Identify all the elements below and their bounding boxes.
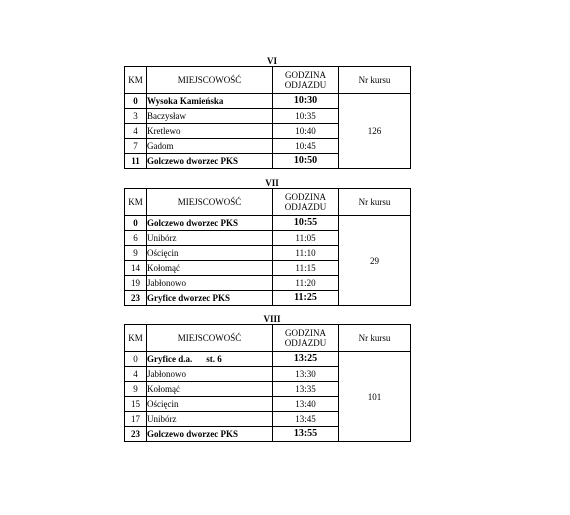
row-place: [147, 352, 273, 367]
header-course-number: Nr kursu: [339, 189, 411, 216]
row-place-name: Gryfice d.a.: [147, 354, 193, 364]
row-place: Unibórz: [147, 231, 273, 246]
row-place: Ościęcin: [147, 246, 273, 261]
row-time: 10:55: [273, 216, 339, 231]
row-time: 10:35: [273, 109, 339, 124]
timetable-section-vii: [124, 178, 410, 306]
row-place: Kołomąć: [147, 382, 273, 397]
row-place: Kretlewo: [147, 124, 273, 139]
row-time: 11:15: [273, 261, 339, 276]
row-time: 13:40: [273, 397, 339, 412]
row-km: 17: [125, 412, 147, 427]
row-time: 13:35: [273, 382, 339, 397]
header-time-line2: ODJAZDU: [284, 202, 327, 212]
row-km: 7: [125, 139, 147, 154]
timetable: [124, 324, 411, 442]
row-time: 13:25: [273, 352, 339, 367]
row-km: 9: [125, 382, 147, 397]
row-km: 11: [125, 154, 147, 169]
row-time: 11:10: [273, 246, 339, 261]
timetable: [124, 66, 411, 169]
row-place: Baczysław: [147, 109, 273, 124]
row-time: 10:45: [273, 139, 339, 154]
table-header-row: [125, 189, 411, 216]
section-title: VIII: [263, 314, 281, 324]
row-time: 11:25: [273, 291, 339, 306]
row-km: 23: [125, 427, 147, 442]
row-time: 13:45: [273, 412, 339, 427]
header-course-number: Nr kursu: [339, 325, 411, 352]
row-place: Ościęcin: [147, 397, 273, 412]
course-number: 29: [339, 216, 411, 306]
header-time-line1: GODZINA: [285, 192, 326, 202]
row-km: 19: [125, 276, 147, 291]
row-place: Jabłonowo: [147, 367, 273, 382]
section-title: VI: [266, 56, 277, 66]
row-place: Gadom: [147, 139, 273, 154]
row-place: Golczewo dworzec PKS: [147, 216, 273, 231]
row-km: 3: [125, 109, 147, 124]
header-course-number: Nr kursu: [339, 67, 411, 94]
timetable: [124, 188, 411, 306]
timetable-section-vi: [124, 56, 410, 169]
table-row: [125, 94, 411, 109]
header-place: MIEJSCOWOŚĆ: [147, 189, 273, 216]
row-place: Golczewo dworzec PKS: [147, 154, 273, 169]
table-row: [125, 352, 411, 367]
header-place: MIEJSCOWOŚĆ: [147, 325, 273, 352]
row-time: 13:55: [273, 427, 339, 442]
header-place: MIEJSCOWOŚĆ: [147, 67, 273, 94]
header-departure-time: [273, 189, 339, 216]
header-time-line2: ODJAZDU: [284, 80, 327, 90]
table-header-row: [125, 325, 411, 352]
header-km: KM: [125, 325, 147, 352]
row-km: 23: [125, 291, 147, 306]
row-km: 0: [125, 216, 147, 231]
row-km: 0: [125, 94, 147, 109]
row-place: Unibórz: [147, 412, 273, 427]
row-time: 13:30: [273, 367, 339, 382]
row-km: 6: [125, 231, 147, 246]
row-time: 10:40: [273, 124, 339, 139]
row-time: 10:30: [273, 94, 339, 109]
row-time: 11:20: [273, 276, 339, 291]
row-km: 4: [125, 367, 147, 382]
row-km: 15: [125, 397, 147, 412]
header-time-line1: GODZINA: [285, 328, 326, 338]
row-time: 11:05: [273, 231, 339, 246]
row-km: 9: [125, 246, 147, 261]
row-place: Jabłonowo: [147, 276, 273, 291]
course-number: 126: [339, 94, 411, 169]
row-place: Kołomąć: [147, 261, 273, 276]
row-km: 4: [125, 124, 147, 139]
header-departure-time: [273, 325, 339, 352]
section-title: VII: [265, 178, 279, 188]
row-km: 14: [125, 261, 147, 276]
table-row: [125, 216, 411, 231]
header-km: KM: [125, 189, 147, 216]
header-departure-time: [273, 67, 339, 94]
row-place: Wysoka Kamieńska: [147, 94, 273, 109]
header-time-line1: GODZINA: [285, 70, 326, 80]
table-header-row: [125, 67, 411, 94]
row-place: Gryfice dworzec PKS: [147, 291, 273, 306]
header-km: KM: [125, 67, 147, 94]
row-stand: st. 6: [206, 354, 222, 364]
course-number: 101: [339, 352, 411, 442]
header-time-line2: ODJAZDU: [284, 338, 327, 348]
row-time: 10:50: [273, 154, 339, 169]
row-km: 0: [125, 352, 147, 367]
row-place: Golczewo dworzec PKS: [147, 427, 273, 442]
timetable-section-viii: [124, 314, 410, 442]
